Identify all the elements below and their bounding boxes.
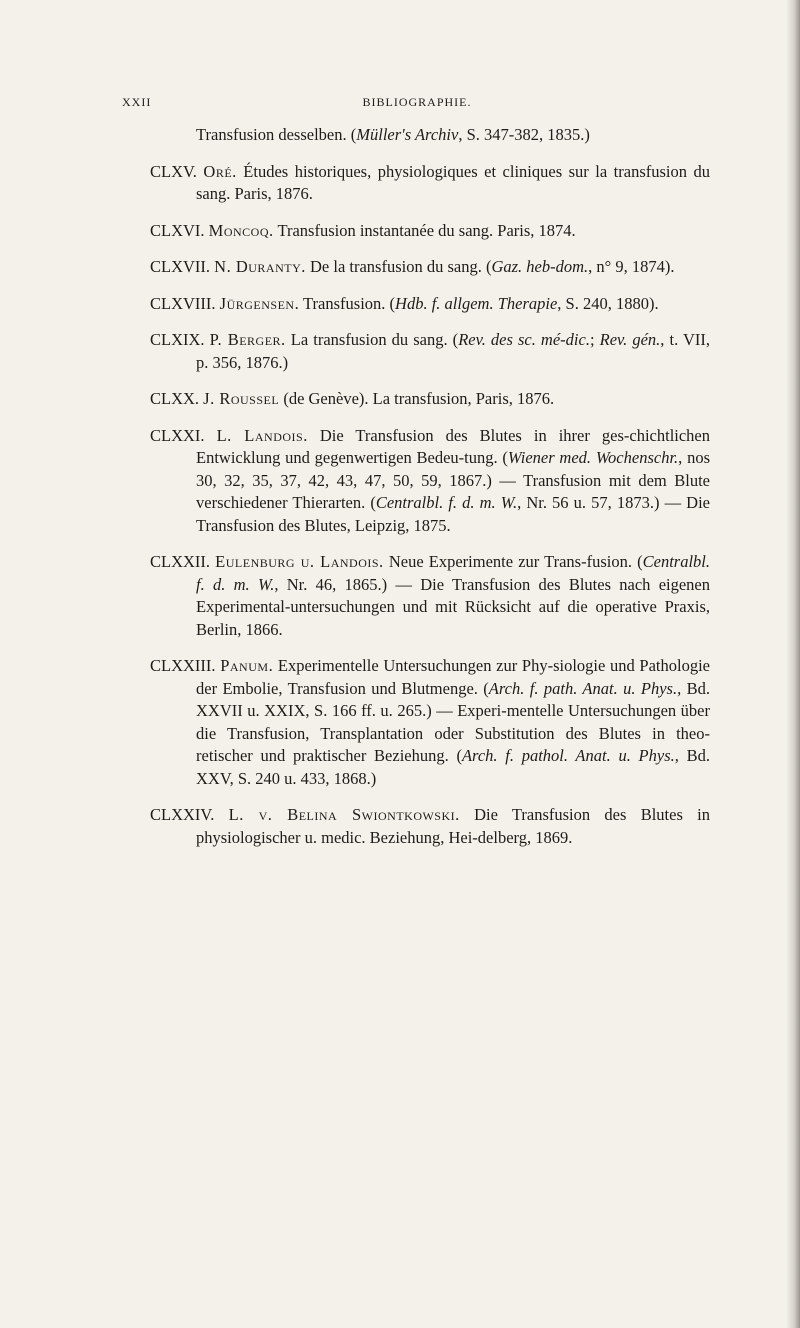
entry-author: L. Landois. (216, 425, 308, 445)
entry-source-title: Rev. gén. (599, 330, 661, 349)
entry-text: (de Genève). La transfusion, Paris, 1876. (279, 389, 555, 408)
entry-number: CLXXIII. (150, 656, 216, 675)
entry-text: , Bd. XXVII u. XXIX, S. 166 ff. u. 265.) — Experi-mentelle Untersuchungen über die Transfusion, Transplantation oder Substitution des Blutes in theo-retischer und praktischer Beziehung. ( (196, 678, 710, 765)
bibliography-entry (150, 804, 710, 849)
entry-text: Transfusion instantanée du sang. Paris, 1874. (273, 220, 576, 240)
entry-text: , Bd. XXV, S. 240 u. 433, 1868.) (196, 746, 711, 788)
entry-text: , S. 347-382, 1835.) (458, 125, 590, 144)
entry-source-title: Arch. f. path. Anat. u. Phys. (488, 678, 678, 698)
entry-author: Oré. (203, 161, 237, 181)
bibliography-entry (150, 388, 710, 411)
page-number: XXII (122, 95, 152, 109)
running-header (122, 95, 712, 111)
entry-source-title: Gaz. heb-dom. (491, 257, 589, 276)
entry-author: Panum. (220, 656, 274, 675)
entry-number: CLXV. (150, 161, 197, 181)
entry-text: , nos 30, 32, 35, 37, 42, 43, 47, 50, 59, 1867.) — Transfusion mit dem Blute verschiedener Thierarten. ( (196, 448, 710, 512)
entry-text: , Nr. 56 u. 57, 1873.) — Die Transfusion des Blutes, Leipzig, 1875. (196, 493, 711, 535)
bibliography-entry (150, 161, 710, 206)
entry-text: De la transfusion du sang. ( (305, 257, 492, 276)
bibliography-entry (150, 655, 710, 790)
entry-number: CLXVII. (150, 257, 211, 276)
entry-text: Transfusion desselben. ( (196, 125, 357, 144)
entry-number: CLXXI. (150, 425, 205, 445)
entry-text: Neue Experimente zur Trans-fusion. ( (383, 552, 643, 571)
entry-author: Eulenburg u. Landois. (215, 552, 384, 571)
entry-source-title: Müller's Archiv (356, 125, 459, 144)
entry-number: CLXXIV. (150, 805, 215, 824)
entry-source-title: Centralbl. f. d. m. W. (196, 552, 710, 594)
entry-author: Moncoq. (208, 220, 274, 240)
entry-source-title: Arch. f. pathol. Anat. u. Phys. (461, 746, 675, 765)
bibliography-entry (150, 329, 710, 374)
entry-number: CLXVIII. (150, 293, 216, 313)
entry-source-title: Wiener med. Wochenschr. (507, 448, 679, 467)
page-edge-shadow (786, 0, 800, 1328)
bibliography-entry (150, 220, 710, 243)
bibliography-entry (150, 293, 710, 316)
entry-text: ; (589, 330, 600, 349)
entry-source-title: Hdb. f. allgem. Therapie (395, 293, 558, 313)
entry-number: CLXVI. (150, 220, 205, 240)
entry-text: , S. 240, 1880). (557, 293, 659, 313)
entry-number: CLXXII. (150, 552, 211, 571)
bibliography-entry (150, 124, 710, 147)
bibliography-entry (150, 551, 710, 641)
entry-text: Experimentelle Untersuchungen zur Phy-siologie und Pathologie der Embolie, Transfusion und Blutmenge. ( (196, 656, 710, 698)
entry-source-title: Centralbl. f. d. m. W. (375, 493, 518, 512)
entry-author: L. v. Belina Swiontkowski. (228, 805, 460, 824)
entry-text: La transfusion du sang. ( (285, 330, 459, 349)
entry-author: J. Roussel (203, 389, 280, 408)
entry-number: CLXX. (150, 389, 200, 408)
entry-author: P. Berger. (209, 330, 286, 349)
running-title: BIBLIOGRAPHIE. (362, 95, 472, 109)
bibliography-entry (150, 256, 710, 279)
entry-author: N. Duranty. (214, 257, 306, 276)
entry-source-title: Rev. des sc. mé-dic. (458, 330, 590, 349)
entry-text: Études historiques, physiologiques et cliniques sur la transfusion du sang. Paris, 1876. (196, 161, 710, 203)
entry-author: Jürgensen. (219, 293, 300, 313)
entry-text: , n° 9, 1874). (588, 257, 675, 276)
entry-text: , Nr. 46, 1865.) — Die Transfusion des Blutes nach eigenen Experimental-untersuchungen und mit Rücksicht auf die operative Praxis, Berlin, 1866. (196, 574, 711, 639)
entry-text: Die Transfusion des Blutes in physiologischer u. medic. Beziehung, Hei-delberg, 1869. (196, 805, 711, 847)
entry-text: , t. VII, p. 356, 1876.) (196, 330, 711, 372)
entry-number: CLXIX. (150, 330, 205, 349)
entry-text: Die Transfusion des Blutes in ihrer ges-chichtlichen Entwicklung und gegenwertigen Bedeu-tung. ( (196, 425, 711, 467)
bibliography-list (150, 124, 710, 863)
bibliography-entry (150, 425, 710, 538)
entry-text: Transfusion. ( (299, 293, 396, 313)
